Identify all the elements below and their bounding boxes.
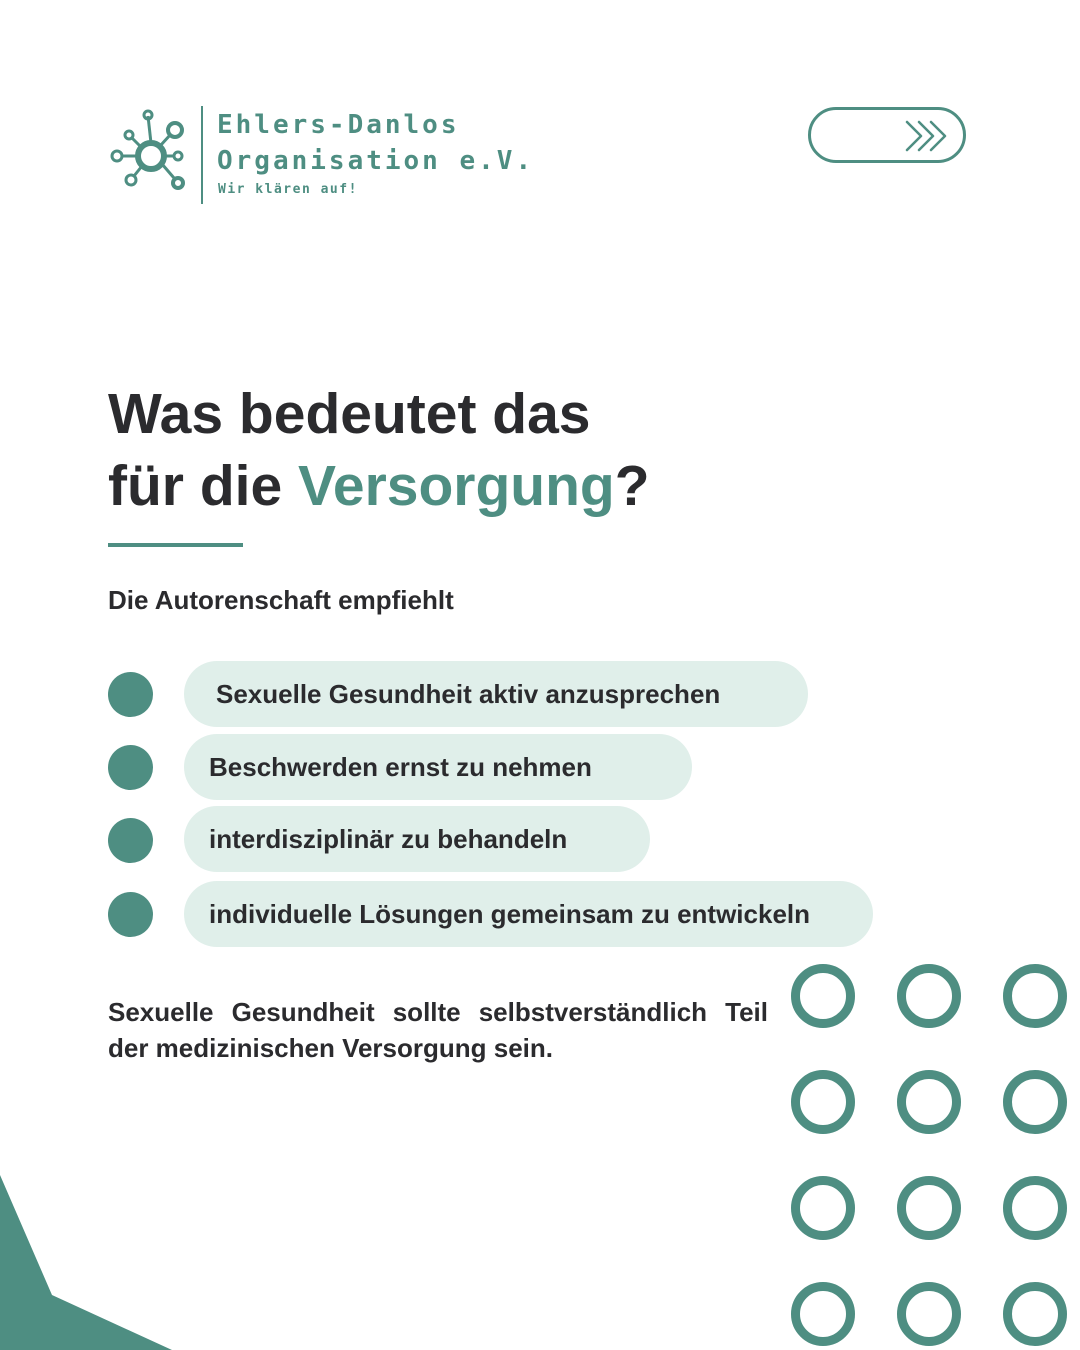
page-title [108, 378, 650, 522]
recommendation-item: individuelle Lösungen gemeinsam zu entwickeln [184, 881, 873, 947]
ring-decoration [1003, 1070, 1067, 1134]
title-line1: Was bedeutet das [108, 382, 591, 446]
logo-tagline: Wir klären auf! [218, 182, 358, 197]
title-underline [108, 543, 243, 547]
next-slide-button[interactable] [808, 107, 966, 163]
logo-name-line2: Organisation e.V. [217, 146, 535, 176]
ring-decoration [791, 1070, 855, 1134]
ring-decoration [1003, 1176, 1067, 1240]
logo-name-line1: Ehlers-Danlos [217, 110, 460, 140]
bullet-dot [108, 672, 153, 717]
bullet-dot [108, 818, 153, 863]
ring-decoration [897, 1070, 961, 1134]
ring-decoration [1003, 964, 1067, 1028]
closing-statement: Sexuelle Gesundheit sollte selbstverständlich Teil der medizinischen Versorgung sein. [108, 997, 768, 1063]
recommendation-item: interdisziplinär zu behandeln [184, 806, 650, 872]
logo-divider [201, 106, 203, 204]
triple-chevron-right-icon [903, 119, 951, 153]
ring-decoration [1003, 1282, 1067, 1346]
molecule-icon [108, 106, 190, 196]
bullet-dot [108, 745, 153, 790]
title-line2-suffix: ? [614, 454, 650, 518]
ring-decoration [897, 1176, 961, 1240]
ring-decoration [791, 1282, 855, 1346]
bullet-dot [108, 892, 153, 937]
ring-decoration [897, 1282, 961, 1346]
recommendation-item: Sexuelle Gesundheit aktiv anzusprechen [184, 661, 808, 727]
ring-decoration [791, 1176, 855, 1240]
title-accent-word: Versorgung [298, 454, 615, 518]
ring-decoration [791, 964, 855, 1028]
subtitle: Die Autorenschaft empfiehlt [108, 585, 454, 615]
corner-triangle-decoration [0, 1170, 180, 1350]
organisation-logo [108, 106, 535, 206]
ring-decoration [897, 964, 961, 1028]
recommendation-item: Beschwerden ernst zu nehmen [184, 734, 692, 800]
title-line2-prefix: für die [108, 454, 299, 518]
